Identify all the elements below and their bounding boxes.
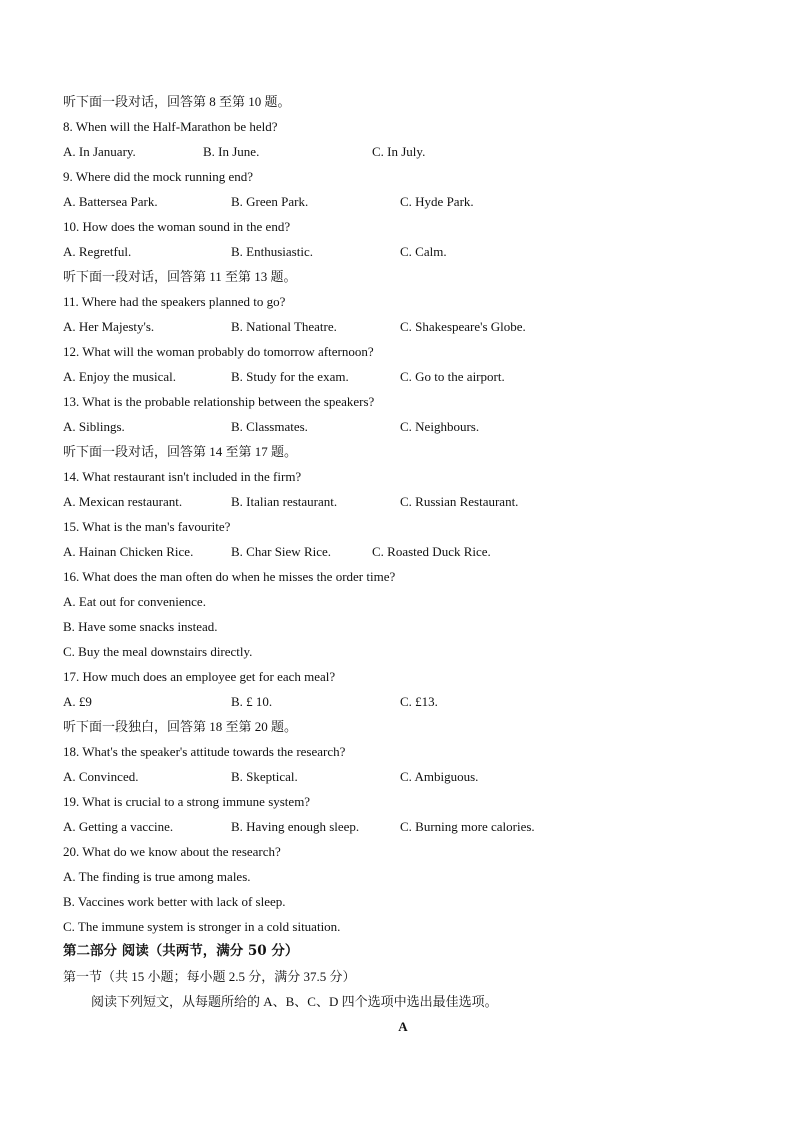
text-line: 13. What is the probable relationship between the speakers? [63,394,375,409]
option-b: B. Char Siew Rice. [231,544,332,559]
answer-options-row [63,139,743,164]
option-a: A. Hainan Chicken Rice. [63,544,194,559]
text-line: B. Vaccines work better with lack of sleep. [63,894,286,909]
text-line: 听下面一段对话，回答第 14 至第 17 题。 [63,444,298,459]
text-line: 8. When will the Half-Marathon be held? [63,119,278,134]
answer-options-row [63,539,743,564]
passage-label: A [398,1019,408,1034]
option-c: C. Shakespeare's Globe. [400,319,526,334]
option-a: A. Getting a vaccine. [63,819,174,834]
option-c: C. Russian Restaurant. [400,494,519,509]
text-line: 听下面一段对话，回答第 11 至第 13 题。 [63,269,297,284]
answer-options-row [63,489,743,514]
answer-options-row [63,814,743,839]
option-a: A. £9 [63,694,92,709]
option-b: B. In June. [203,144,260,159]
option-a: A. Siblings. [63,419,125,434]
option-a: A. Regretful. [63,244,132,259]
text-line: 20. What do we know about the research? [63,844,281,859]
option-b: B. Classmates. [231,419,308,434]
text-line: 19. What is crucial to a strong immune system? [63,794,311,809]
section-heading: 第二部分 阅读（共两节，满分 50 分） [63,943,299,959]
answer-options-row [63,689,743,714]
text-line: 11. Where had the speakers planned to go? [63,294,286,309]
option-a: A. Enjoy the musical. [63,369,177,384]
text-line: A. Eat out for convenience. [63,594,206,609]
option-b: B. Enthusiastic. [231,244,313,259]
option-c: C. In July. [372,144,426,159]
option-b: B. Having enough sleep. [231,819,360,834]
option-c: C. Neighbours. [400,419,480,434]
option-a: A. In January. [63,144,136,159]
text-line: C. The immune system is stronger in a cold situation. [63,919,341,934]
option-c: C. Go to the airport. [400,369,505,384]
text-line: 12. What will the woman probably do tomorrow afternoon? [63,344,374,359]
text-line: 16. What does the man often do when he misses the order time? [63,569,396,584]
option-b: B. Skeptical. [231,769,298,784]
option-c: C. Ambiguous. [400,769,479,784]
answer-options-row [63,414,743,439]
option-c: C. Roasted Duck Rice. [372,544,491,559]
option-a: A. Mexican restaurant. [63,494,183,509]
text-line: C. Buy the meal downstairs directly. [63,644,253,659]
text-line: B. Have some snacks instead. [63,619,218,634]
option-b: B. Green Park. [231,194,309,209]
answer-options-row [63,314,743,339]
option-b: B. £ 10. [231,694,273,709]
text-line: 听下面一段对话，回答第 8 至第 10 题。 [63,94,291,109]
option-b: B. National Theatre. [231,319,337,334]
answer-options-row [63,764,743,789]
text-line: 10. How does the woman sound in the end? [63,219,291,234]
option-a: A. Convinced. [63,769,139,784]
instruction-line: 阅读下列短文，从每题所给的 A、B、C、D 四个选项中选出最佳选项。 [91,994,498,1009]
answer-options-row [63,189,743,214]
option-b: B. Study for the exam. [231,369,349,384]
option-c: C. Calm. [400,244,447,259]
text-line: A. The finding is true among males. [63,869,251,884]
text-line: 9. Where did the mock running end? [63,169,254,184]
text-line: 第一节（共 15 小题；每小题 2.5 分，满分 37.5 分） [63,969,356,984]
option-a: A. Battersea Park. [63,194,158,209]
exam-page [63,89,743,1039]
option-c: C. Hyde Park. [400,194,474,209]
text-line: 15. What is the man's favourite? [63,519,231,534]
option-c: C. £13. [400,694,438,709]
option-b: B. Italian restaurant. [231,494,338,509]
option-a: A. Her Majesty's. [63,319,155,334]
text-line: 听下面一段独白，回答第 18 至第 20 题。 [63,719,298,734]
answer-options-row [63,239,743,264]
answer-options-row [63,364,743,389]
option-c: C. Burning more calories. [400,819,535,834]
text-line: 17. How much does an employee get for each meal? [63,669,336,684]
text-line: 14. What restaurant isn't included in the firm? [63,469,302,484]
text-line: 18. What's the speaker's attitude towards the research? [63,744,346,759]
